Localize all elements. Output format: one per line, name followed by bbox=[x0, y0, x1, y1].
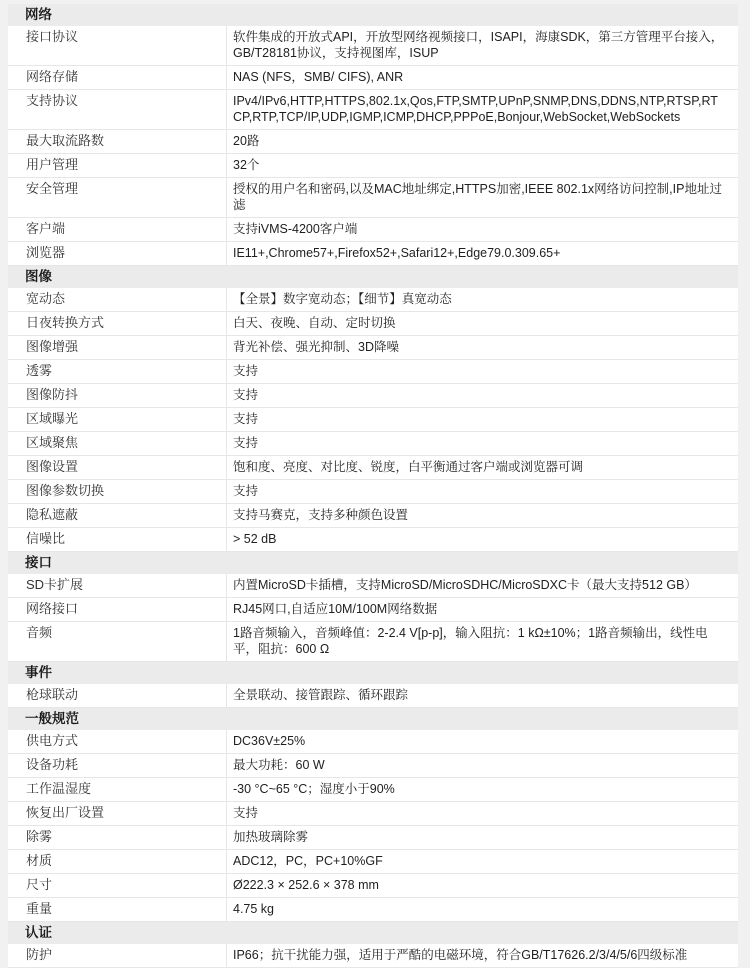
spec-value: 32个 bbox=[226, 154, 738, 177]
spec-row bbox=[8, 130, 738, 154]
spec-value: 支持 bbox=[226, 408, 738, 431]
spec-row bbox=[8, 480, 738, 504]
spec-row bbox=[8, 408, 738, 432]
spec-row bbox=[8, 26, 738, 66]
spec-value: 饱和度、亮度、对比度、锐度，白平衡通过客户端或浏览器可调 bbox=[226, 456, 738, 479]
spec-row bbox=[8, 312, 738, 336]
spec-row bbox=[8, 778, 738, 802]
spec-row bbox=[8, 826, 738, 850]
spec-row bbox=[8, 622, 738, 662]
spec-label: 图像防抖 bbox=[26, 387, 79, 402]
spec-row bbox=[8, 598, 738, 622]
spec-label: 恢复出厂设置 bbox=[26, 805, 105, 820]
spec-label: SD卡扩展 bbox=[26, 577, 84, 592]
spec-row bbox=[8, 288, 738, 312]
spec-value: 授权的用户名和密码,以及MAC地址绑定,HTTPS加密,IEEE 802.1x网络访问控制,IP地址过滤 bbox=[226, 178, 738, 217]
spec-label: 材质 bbox=[26, 853, 53, 868]
spec-value: NAS (NFS，SMB/ CIFS), ANR bbox=[226, 66, 738, 89]
section-header: 图像 bbox=[8, 266, 738, 288]
section-header: 事件 bbox=[8, 662, 738, 684]
spec-value: > 52 dB bbox=[226, 528, 738, 551]
spec-row bbox=[8, 944, 738, 968]
spec-value: IE11+,Chrome57+,Firefox52+,Safari12+,Edge79.0.309.65+ bbox=[226, 242, 738, 265]
spec-value: 20路 bbox=[226, 130, 738, 153]
spec-value: DC36V±25% bbox=[226, 730, 738, 753]
spec-table bbox=[8, 4, 738, 968]
spec-row bbox=[8, 574, 738, 598]
spec-row bbox=[8, 850, 738, 874]
spec-value: 1路音频输入，音频峰值：2-2.4 V[p-p]，输入阻抗：1 kΩ±10%；1路音频输出，线性电平，阻抗：600 Ω bbox=[226, 622, 738, 661]
spec-value: 最大功耗：60 W bbox=[226, 754, 738, 777]
spec-row bbox=[8, 360, 738, 384]
spec-value: 支持马赛克，支持多种颜色设置 bbox=[226, 504, 738, 527]
spec-value: Ø222.3 × 252.6 × 378 mm bbox=[226, 874, 738, 897]
spec-row bbox=[8, 730, 738, 754]
spec-label: 透雾 bbox=[26, 363, 53, 378]
section-header: 接口 bbox=[8, 552, 738, 574]
spec-value: 支持 bbox=[226, 802, 738, 825]
page bbox=[0, 4, 750, 962]
section-header: 网络 bbox=[8, 4, 738, 26]
spec-value: 白天、夜晚、自动、定时切换 bbox=[226, 312, 738, 335]
spec-value: RJ45网口,自适应10M/100M网络数据 bbox=[226, 598, 738, 621]
spec-row bbox=[8, 456, 738, 480]
spec-label: 网络存储 bbox=[26, 69, 79, 84]
spec-value: 支持iVMS-4200客户端 bbox=[226, 218, 738, 241]
spec-value: 内置MicroSD卡插槽，支持MicroSD/MicroSDHC/MicroSDXC卡（最大支持512 GB） bbox=[226, 574, 738, 597]
spec-label: 工作温湿度 bbox=[26, 781, 92, 796]
spec-row bbox=[8, 432, 738, 456]
spec-label: 图像增强 bbox=[26, 339, 79, 354]
spec-row bbox=[8, 218, 738, 242]
spec-label: 图像参数切换 bbox=[26, 483, 105, 498]
spec-value: ADC12，PC，PC+10%GF bbox=[226, 850, 738, 873]
spec-label: 设备功耗 bbox=[26, 757, 79, 772]
spec-value: 软件集成的开放式API，开放型网络视频接口，ISAPI，海康SDK，第三方管理平台接入，GB/T28181协议，支持视图库，ISUP bbox=[226, 26, 738, 65]
spec-value: 支持 bbox=[226, 384, 738, 407]
spec-row bbox=[8, 504, 738, 528]
spec-label: 重量 bbox=[26, 901, 53, 916]
spec-label: 区域曝光 bbox=[26, 411, 79, 426]
spec-value: 支持 bbox=[226, 360, 738, 383]
spec-row bbox=[8, 66, 738, 90]
section-header: 认证 bbox=[8, 922, 738, 944]
spec-label: 尺寸 bbox=[26, 877, 53, 892]
spec-row bbox=[8, 528, 738, 552]
spec-label: 音频 bbox=[26, 625, 53, 640]
spec-row bbox=[8, 874, 738, 898]
spec-label: 最大取流路数 bbox=[26, 133, 105, 148]
spec-row bbox=[8, 242, 738, 266]
spec-value: 支持 bbox=[226, 432, 738, 455]
spec-label: 日夜转换方式 bbox=[26, 315, 105, 330]
spec-label: 安全管理 bbox=[26, 181, 79, 196]
spec-value: 背光补偿、强光抑制、3D降噪 bbox=[226, 336, 738, 359]
spec-row bbox=[8, 684, 738, 708]
spec-row bbox=[8, 754, 738, 778]
spec-label: 客户端 bbox=[26, 221, 66, 236]
spec-value: 全景联动、接管跟踪、循环跟踪 bbox=[226, 684, 738, 707]
spec-value: 4.75 kg bbox=[226, 898, 738, 921]
spec-label: 供电方式 bbox=[26, 733, 79, 748]
spec-row bbox=[8, 802, 738, 826]
spec-label: 接口协议 bbox=[26, 29, 79, 44]
spec-label: 防护 bbox=[26, 947, 53, 962]
spec-row bbox=[8, 90, 738, 130]
spec-row bbox=[8, 154, 738, 178]
spec-label: 浏览器 bbox=[26, 245, 66, 260]
spec-value: 支持 bbox=[226, 480, 738, 503]
spec-label: 支持协议 bbox=[26, 93, 79, 108]
spec-value: 加热玻璃除雾 bbox=[226, 826, 738, 849]
spec-label: 除雾 bbox=[26, 829, 53, 844]
spec-label: 网络接口 bbox=[26, 601, 79, 616]
spec-row bbox=[8, 178, 738, 218]
section-header: 一般规范 bbox=[8, 708, 738, 730]
spec-label: 区域聚焦 bbox=[26, 435, 79, 450]
spec-label: 枪球联动 bbox=[26, 687, 79, 702]
spec-value: 【全景】数字宽动态；【细节】真宽动态 bbox=[226, 288, 738, 311]
spec-label: 信噪比 bbox=[26, 531, 66, 546]
spec-label: 用户管理 bbox=[26, 157, 79, 172]
spec-label: 隐私遮蔽 bbox=[26, 507, 79, 522]
spec-label: 宽动态 bbox=[26, 291, 66, 306]
spec-row bbox=[8, 384, 738, 408]
spec-row bbox=[8, 336, 738, 360]
spec-value: -30 °C~65 °C；湿度小于90% bbox=[226, 778, 738, 801]
spec-label: 图像设置 bbox=[26, 459, 79, 474]
spec-value: IPv4/IPv6,HTTP,HTTPS,802.1x,Qos,FTP,SMTP,UPnP,SNMP,DNS,DDNS,NTP,RTSP,RTCP,RTP,TCP/IP,UDP,IGMP,ICMP,DHCP,PPPoE,Bonjour,WebSocket,WebSockets bbox=[226, 90, 738, 129]
spec-value: IP66；抗干扰能力强，适用于严酷的电磁环境，符合GB/T17626.2/3/4/5/6四级标准 bbox=[226, 944, 738, 967]
spec-row bbox=[8, 898, 738, 922]
